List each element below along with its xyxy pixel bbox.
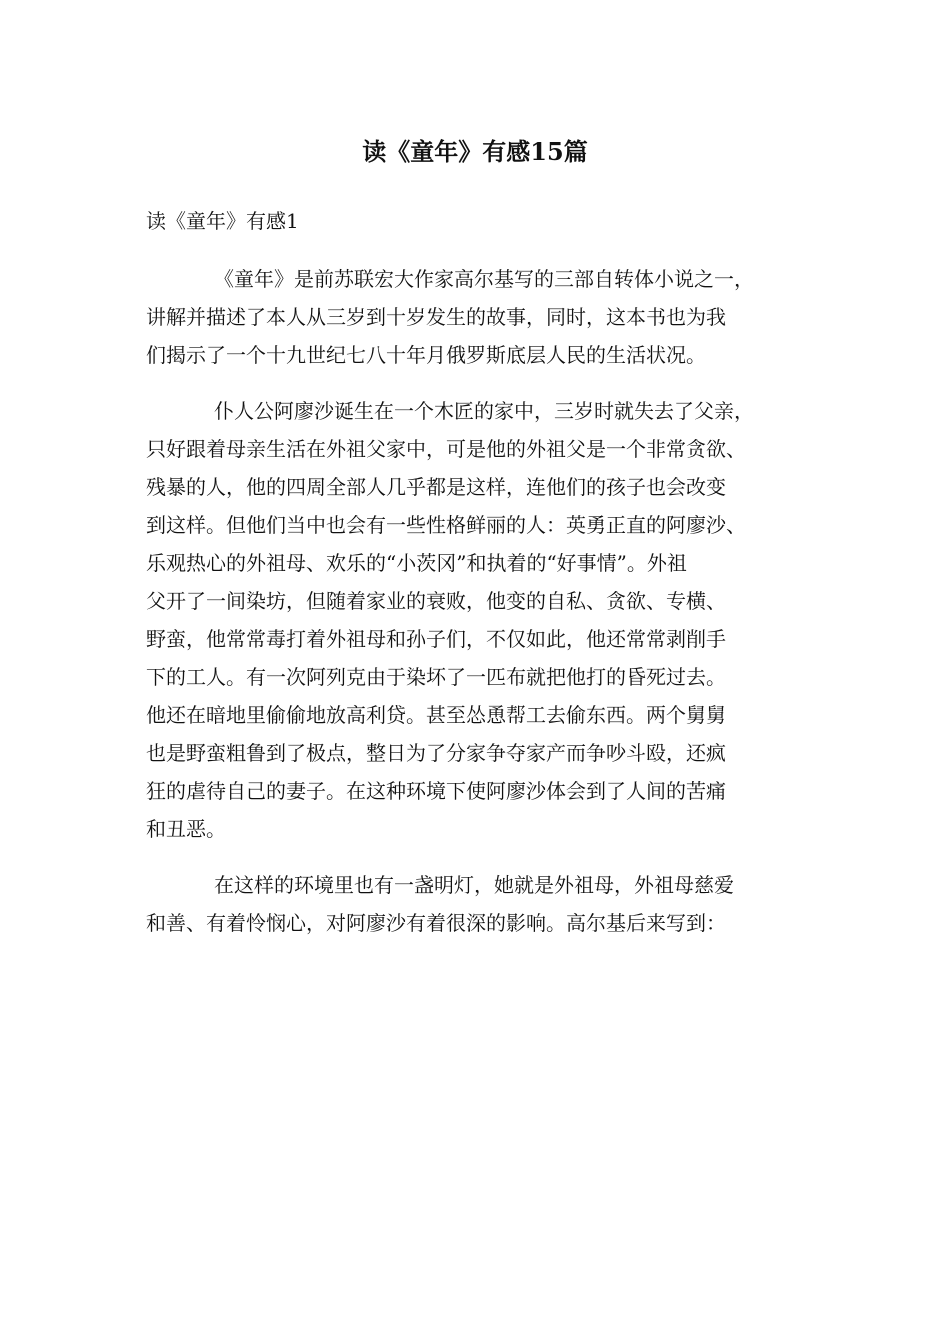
paragraph-1 — [146, 260, 806, 374]
paragraph-line: 残暴的人，他的四周全部人几乎都是这样，连他们的孩子也会改变 — [146, 475, 726, 499]
paragraph-line: 仆人公阿廖沙诞生在一个木匠的家中，三岁时就失去了父亲， — [214, 399, 754, 423]
paragraph-line: 父开了一间染坊，但随着家业的衰败，他变的自私、贪欲、专横、 — [146, 589, 726, 613]
paragraph-line: 到这样。但他们当中也会有一些性格鲜丽的人：英勇正直的阿廖沙、 — [146, 513, 746, 537]
document-title: 读《童年》有感15篇 — [362, 137, 588, 166]
paragraph-line: 在这样的环境里也有一盏明灯，她就是外祖母，外祖母慈爱 — [214, 873, 734, 897]
paragraph-3 — [146, 866, 806, 942]
paragraph-line: 《童年》是前苏联宏大作家高尔基写的三部自转体小说之一， — [214, 267, 754, 291]
paragraph-line: 们揭示了一个十九世纪七八十年月俄罗斯底层人民的生活状况。 — [146, 343, 706, 367]
paragraph-line: 狂的虐待自己的妻子。在这种环境下使阿廖沙体会到了人间的苦痛 — [146, 779, 726, 803]
paragraph-line: 和丑恶。 — [146, 817, 226, 841]
paragraph-line: 讲解并描述了本人从三岁到十岁发生的故事，同时，这本书也为我 — [146, 305, 726, 329]
paragraph-line: 也是野蛮粗鲁到了极点，整日为了分家争夺家产而争吵斗殴，还疯 — [146, 741, 726, 765]
section-heading: 读《童年》有感1 — [146, 209, 299, 233]
document-body — [146, 260, 806, 960]
paragraph-line: 野蛮，他常常毒打着外祖母和孙子们，不仅如此，他还常常剥削手 — [146, 627, 726, 651]
paragraph-2 — [146, 392, 806, 848]
paragraph-line: 乐观热心的外祖母、欢乐的“小茨冈”和执着的“好事情”。外祖 — [146, 551, 687, 575]
paragraph-line: 下的工人。有一次阿列克由于染坏了一匹布就把他打的昏死过去。 — [146, 665, 726, 689]
paragraph-line: 他还在暗地里偷偷地放高利贷。甚至怂恿帮工去偷东西。两个舅舅 — [146, 703, 726, 727]
paragraph-line: 和善、有着怜悯心，对阿廖沙有着很深的影响。高尔基后来写到： — [146, 911, 726, 935]
paragraph-line: 只好跟着母亲生活在外祖父家中，可是他的外祖父是一个非常贪欲、 — [146, 437, 746, 461]
